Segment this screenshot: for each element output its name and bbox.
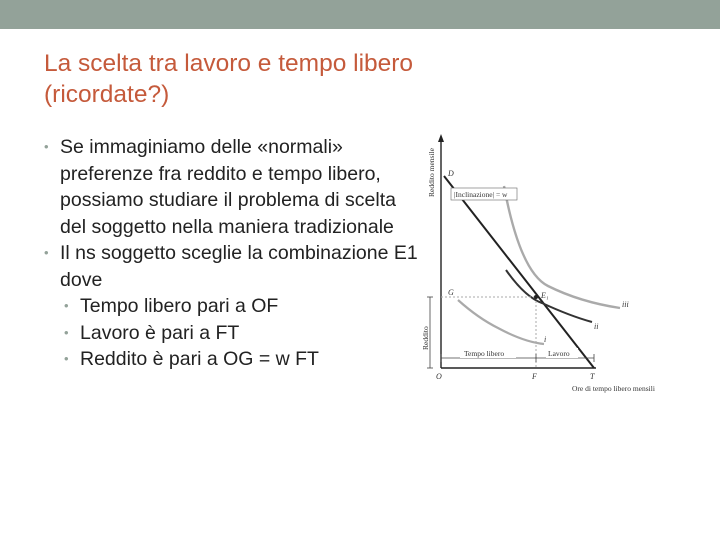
sub-bullet-text: Lavoro è pari a FT xyxy=(80,321,240,344)
y-axis-label: Reddito mensile xyxy=(427,148,436,197)
point-e1-label: E₁ xyxy=(541,291,549,300)
bullet-dot-icon: • xyxy=(64,298,69,313)
budget-line xyxy=(444,176,594,368)
tempo-libero-label: Tempo libero xyxy=(464,349,505,358)
top-band xyxy=(0,0,720,29)
labor-leisure-diagram xyxy=(420,132,690,398)
point-d-label: D xyxy=(448,169,454,178)
curve-ii-label: ii xyxy=(594,322,599,331)
bullet-dot-icon: • xyxy=(44,245,49,260)
reddito-label: Reddito xyxy=(421,326,430,350)
point-f-label: F xyxy=(532,372,537,381)
sub-bullet-item xyxy=(44,293,424,320)
sub-bullet-text: Reddito è pari a OG = w FT xyxy=(80,348,319,370)
slope-label: |Inclinazione| = w xyxy=(454,190,508,199)
y-axis-arrow-icon xyxy=(438,134,444,142)
bullet-dot-icon: • xyxy=(64,324,69,340)
lavoro-label: Lavoro xyxy=(548,349,570,358)
title-line-1: La scelta tra lavoro e tempo libero xyxy=(44,50,414,77)
title-line-2: (ricordate?) xyxy=(44,81,170,108)
point-o-label: O xyxy=(436,372,442,381)
point-t-label: T xyxy=(590,372,595,381)
point-g-label: G xyxy=(448,288,454,297)
bullet-item xyxy=(44,134,424,240)
point-e1-marker xyxy=(534,295,538,299)
bullet-text: Se immaginiamo delle «normali» preferenze fra reddito e tempo libero, possiamo studiare il problema di scelta del soggetto nella maniera tradizionale xyxy=(60,136,396,238)
bullet-text: Il ns soggetto sceglie la combinazione E1 dove xyxy=(60,242,418,291)
bullet-dot-icon: • xyxy=(44,139,49,154)
sub-bullet-item xyxy=(44,320,424,347)
indifference-curve-ii xyxy=(506,270,592,322)
sub-bullet-text: Tempo libero pari a OF xyxy=(80,295,279,317)
indifference-curve-i xyxy=(458,300,547,344)
curve-i-label: i xyxy=(544,335,547,344)
bullet-list xyxy=(44,134,424,373)
x-axis-label: Ore di tempo libero mensili xyxy=(572,384,655,393)
slide-title xyxy=(44,48,684,110)
bullet-item xyxy=(44,240,424,293)
bullet-dot-icon: • xyxy=(64,351,69,366)
curve-iii-label: iii xyxy=(622,300,629,309)
sub-bullet-item xyxy=(44,346,424,373)
